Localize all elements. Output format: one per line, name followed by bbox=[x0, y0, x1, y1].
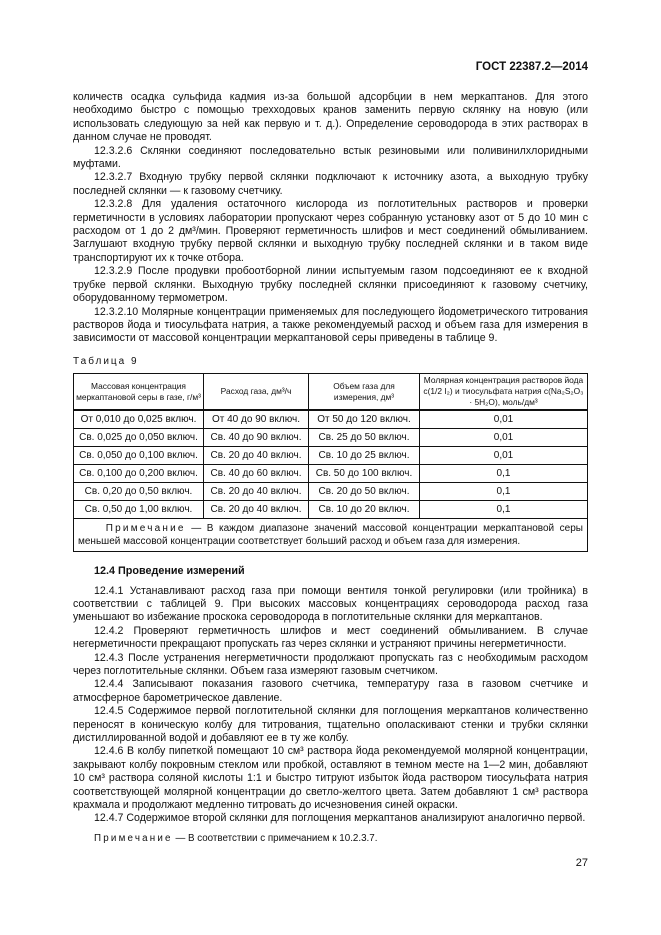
paragraph: 12.4.5 Содержимое первой поглотительной склянки для поглощения меркаптанов количественно переносят в коническую колбу для титрования, тщательно ополаскивают стенки и трубки склянки дистиллированной водой и добавляют ее в ту же колбу. bbox=[73, 705, 588, 744]
table-caption: Таблица 9 bbox=[73, 355, 139, 367]
paragraph: 12.4.1 Устанавливают расход газа при помощи вентиля тонкой регулировки (или тройника) в соответствии с таблицей 9. При высоких массовых концентрациях сероводорода расход газа уменьшают во избежание проскока сероводорода в поглотительные склянки для меркаптанов. bbox=[73, 584, 588, 624]
paragraph: 12.3.2.7 Входную трубку первой склянки подключают к источнику азота, а выходную трубку последней склянки — к газовому счетчику. bbox=[73, 171, 588, 197]
table-row bbox=[74, 410, 588, 429]
table-9 bbox=[73, 373, 588, 552]
table-row bbox=[74, 501, 588, 519]
column-header: Массовая концентрация меркаптановой серы в газе, г/м³ bbox=[74, 374, 204, 411]
table-cell: Св. 0,025 до 0,050 включ. bbox=[74, 429, 204, 447]
table-cell: 0,01 bbox=[420, 410, 588, 429]
paragraph: 12.3.2.6 Склянки соединяют последовательно встык резиновыми или поливинилхлоридными муфтами. bbox=[73, 144, 588, 171]
table-cell: Св. 0,50 до 1,00 включ. bbox=[74, 501, 204, 519]
paragraph: 12.3.2.10 Молярные концентрации применяемых для последующего йодометрического титрования растворов йода и тиосульфата натрия, а также рекомендуемый расход и объем газа для измерения в зависимости от массовой концентрации меркаптановой серы приведены в таблице 9. bbox=[73, 305, 588, 345]
paragraph: 12.4.3 После устранения негерметичности продолжают пропускать газ с необходимым расходом через поглотительные склянки. Объем газа измеряют газовым счетчиком. bbox=[73, 651, 588, 677]
table-cell: 0,01 bbox=[420, 447, 588, 465]
section-title: 12.4 Проведение измерений bbox=[94, 565, 245, 578]
table-cell: Св. 10 до 25 включ. bbox=[309, 447, 420, 465]
column-header: Молярная концентрация растворов йода c(1/2 I₂) и тиосульфата натрия c(Na₂S₂O₃ · 5H₂O), моль/дм³ bbox=[420, 374, 588, 411]
note-text: — В соответствии с примечанием к 10.2.3.7. bbox=[172, 832, 378, 844]
page-number: 27 bbox=[575, 857, 588, 870]
table-cell: 0,1 bbox=[420, 465, 588, 483]
table-note bbox=[74, 519, 588, 552]
paragraph: 12.4.4 Записывают показания газового счетчика, температуру газа в газовом счетчике и атмосферное барометрическое давление. bbox=[73, 678, 588, 704]
paragraph: 12.4.6 В колбу пипеткой помещают 10 см³ раствора йода рекомендуемой молярной концентрации, закрывают колбу покровным стеклом или пробкой, оставляют в темном месте на 1—2 мин, добавляют 10 см³ раствора соляной кислоты 1:1 и быстро титруют избыток йода раствором тиосульфата натрия соответствующей молярной концентрации до светло-желтого цвета. Затем добавляют 1 см³ раствора крахмала и продолжают медленно титровать до исчезновения синей окраски. bbox=[73, 745, 588, 812]
table-row bbox=[74, 483, 588, 501]
table-row bbox=[74, 429, 588, 447]
table-note-row bbox=[74, 519, 588, 552]
table-cell: Св. 20 до 50 включ. bbox=[309, 483, 420, 501]
paragraph: количеств осадка сульфида кадмия из-за большой адсорбции в нем меркаптанов. Для этого необходимо быстро с помощью трехходовых кранов заменить первую склянку на новую (или использовать следующую за ней как первую и т. д.). Определение сероводорода в этих растворах в данном случае не проводят. bbox=[73, 91, 588, 144]
table-header-row bbox=[74, 374, 588, 411]
paragraph: 12.4.7 Содержимое второй склянки для поглощения меркаптанов анализируют аналогично первой. bbox=[94, 812, 586, 825]
table-cell: Св. 40 до 90 включ. bbox=[204, 429, 309, 447]
column-header: Расход газа, дм³/ч bbox=[204, 374, 309, 411]
paragraph: 12.3.2.9 После продувки пробоотборной линии испытуемым газом подсоединяют ее к входной трубке первой склянки. Выходную трубку последней склянки присоединяют к газовому счетчику, оборудованному термометром. bbox=[73, 265, 588, 305]
table-row bbox=[74, 447, 588, 465]
page-body bbox=[73, 0, 588, 845]
table-cell: 0,1 bbox=[420, 483, 588, 501]
paragraph: 12.3.2.8 Для удаления остаточного кислорода из поглотительных растворов и проверки герметичности в условиях лаборатории пропускают через собранную установку азот от 5 до 10 мин с расходом от 1 до 2 дм³/мин. Проверяют герметичность шлифов и мест соединений обмыливанием. Заглушают входную трубку первой склянки и выходную трубку последней склянки и в таком виде транспортируют их к точке отбора. bbox=[73, 198, 588, 264]
table-cell: Св. 25 до 50 включ. bbox=[309, 429, 420, 447]
table-cell: Св. 50 до 100 включ. bbox=[309, 465, 420, 483]
table-cell: Св. 20 до 40 включ. bbox=[204, 447, 309, 465]
table-row bbox=[74, 465, 588, 483]
table-cell: Св. 10 до 20 включ. bbox=[309, 501, 420, 519]
note-text: — В каждом диапазоне значений массовой концентрации меркаптановой серы меньшей массовой концентрации соответствует больший расход и объем газа для измерения. bbox=[78, 523, 583, 548]
section-note bbox=[73, 832, 588, 845]
table-cell: От 0,010 до 0,025 включ. bbox=[74, 410, 204, 429]
paragraph: 12.4.2 Проверяют герметичность шлифов и мест соединений обмыливанием. В случае негерметичности прекращают пропускать газ через склянки и устраняют причины негерметичности. bbox=[73, 624, 588, 651]
table-cell: От 50 до 120 включ. bbox=[309, 410, 420, 429]
table-cell: Св. 20 до 40 включ. bbox=[204, 501, 309, 519]
document-header: ГОСТ 22387.2—2014 bbox=[475, 61, 588, 73]
note-label: Примечание bbox=[94, 832, 173, 844]
table-cell: Св. 0,100 до 0,200 включ. bbox=[74, 465, 204, 483]
column-header: Объем газа для измерения, дм³ bbox=[309, 374, 420, 411]
table-cell: 0,01 bbox=[420, 429, 588, 447]
table-cell: 0,1 bbox=[420, 501, 588, 519]
note-label: Примечание bbox=[105, 523, 186, 535]
table-cell: Св. 40 до 60 включ. bbox=[204, 465, 309, 483]
table-cell: Св. 0,050 до 0,100 включ. bbox=[74, 447, 204, 465]
table-cell: Св. 20 до 40 включ. bbox=[204, 483, 309, 501]
table-cell: Св. 0,20 до 0,50 включ. bbox=[74, 483, 204, 501]
table-cell: От 40 до 90 включ. bbox=[204, 410, 309, 429]
